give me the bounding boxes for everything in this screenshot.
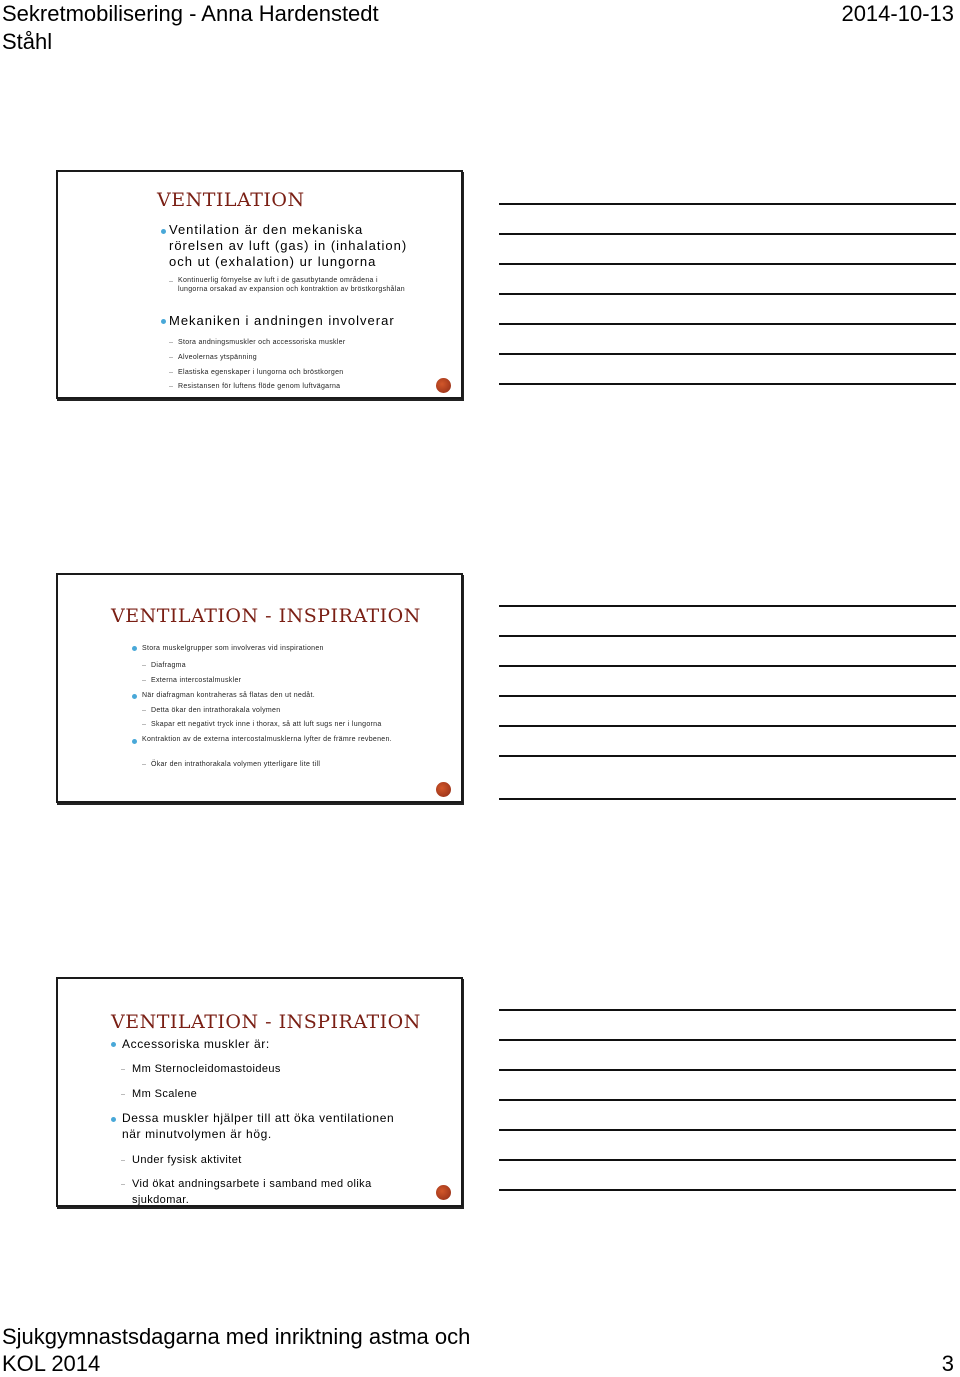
dash-icon [142,724,146,725]
bullet-text: När diafragman kontraheras så flatas den ut nedåt. [142,692,315,699]
slide-2 [56,573,463,803]
slide-3 [56,977,463,1207]
sub-bullet-text: Elastiska egenskaper i lungorna och bröstkorgen [178,369,344,376]
dash-icon [142,764,146,765]
bullet-icon [132,646,137,651]
bullet-text: Ventilation är den mekaniska rörelsen av luft (gas) in (inhalation) och ut (exhalation) ur lungorna [169,222,408,269]
page-header-title: Sekretmobilisering - Anna Hardenstedt Ståhl [2,1,379,54]
note-line [499,605,956,607]
slide-title: VENTILATION - INSPIRATION [111,1011,421,1033]
note-line [499,1129,956,1131]
bullet-icon [161,229,166,234]
note-line [499,1189,956,1191]
note-line [499,1069,956,1071]
slide-1 [56,170,463,399]
note-line [499,1159,956,1161]
sub-bullet-text: Diafragma [151,662,186,669]
notes-area-3 [499,997,956,1197]
bullet-icon [161,319,166,324]
slide-title: VENTILATION [157,189,305,211]
dash-icon [142,665,146,666]
sub-bullet-text: Vid ökat andningsarbete i samband med olika sjukdomar. [132,1178,372,1206]
dash-icon [121,1069,125,1070]
sub-bullet-text: Kontinuerlig förnyelse av luft i de gasutbytande områdena i lungorna orsakad av expansion och kontraktion av bröstkorgshålan [178,277,405,293]
note-line [499,695,956,697]
bullet-text: Accessoriska muskler är: [122,1037,270,1051]
dash-icon [121,1184,125,1185]
bullet-text: Mekaniken i andningen involverar [169,313,395,328]
bullet-icon [111,1117,116,1122]
dash-icon [142,710,146,711]
note-line [499,263,956,265]
sub-bullet-text: Under fysisk aktivitet [132,1154,242,1166]
notes-area-2 [499,593,956,803]
note-line [499,1039,956,1041]
note-line [499,1009,956,1011]
dash-icon [142,680,146,681]
page-footer-text: Sjukgymnastsdagarna med inriktning astma och KOL 2014 [2,1324,471,1376]
note-line [499,383,956,385]
note-line [499,233,956,235]
notes-area-1 [499,190,956,390]
dash-icon [121,1094,125,1095]
dash-icon [121,1160,125,1161]
sub-bullet-text: Detta ökar den intrathorakala volymen [151,707,281,714]
sub-bullet-text: Skapar ett negativt tryck inne i thorax, så att luft sugs ner i lungorna [151,721,382,728]
bullet-text: Dessa muskler hjälper till att öka ventilationen när minutvolymen är hög. [122,1111,395,1141]
logo-icon [436,782,451,797]
sub-bullet-text: Mm Sternocleidomastoideus [132,1063,281,1075]
note-line [499,755,956,757]
note-line [499,1099,956,1101]
note-line [499,665,956,667]
page-header-date: 2014-10-13 [841,1,954,26]
logo-icon [436,378,451,393]
note-line [499,323,956,325]
sub-bullet-text: Externa intercostalmuskler [151,677,242,684]
dash-icon [169,281,173,282]
note-line [499,798,956,800]
bullet-text: Stora muskelgrupper som involveras vid inspirationen [142,645,324,652]
note-line [499,635,956,637]
logo-icon [436,1185,451,1200]
bullet-icon [132,739,137,744]
sub-bullet-text: Mm Scalene [132,1088,198,1100]
note-line [499,293,956,295]
slide-title: VENTILATION - INSPIRATION [111,605,421,627]
sub-bullet-text: Ökar den intrathorakala volymen ytterligare lite till [151,761,321,768]
dash-icon [169,386,173,387]
sub-bullet-text: Stora andningsmuskler och accessoriska muskler [178,339,346,346]
page-number: 3 [941,1351,954,1376]
sub-bullet-text: Alveolernas ytspänning [178,354,257,361]
bullet-icon [132,694,137,699]
sub-bullet-text: Resistansen för luftens flöde genom luftvägarna [178,383,341,390]
note-line [499,203,956,205]
dash-icon [169,342,173,343]
bullet-text: Kontraktion av de externa intercostalmusklerna lyfter de främre revbenen. [142,736,392,743]
dash-icon [169,357,173,358]
bullet-icon [111,1042,116,1047]
note-line [499,725,956,727]
note-line [499,353,956,355]
dash-icon [169,372,173,373]
